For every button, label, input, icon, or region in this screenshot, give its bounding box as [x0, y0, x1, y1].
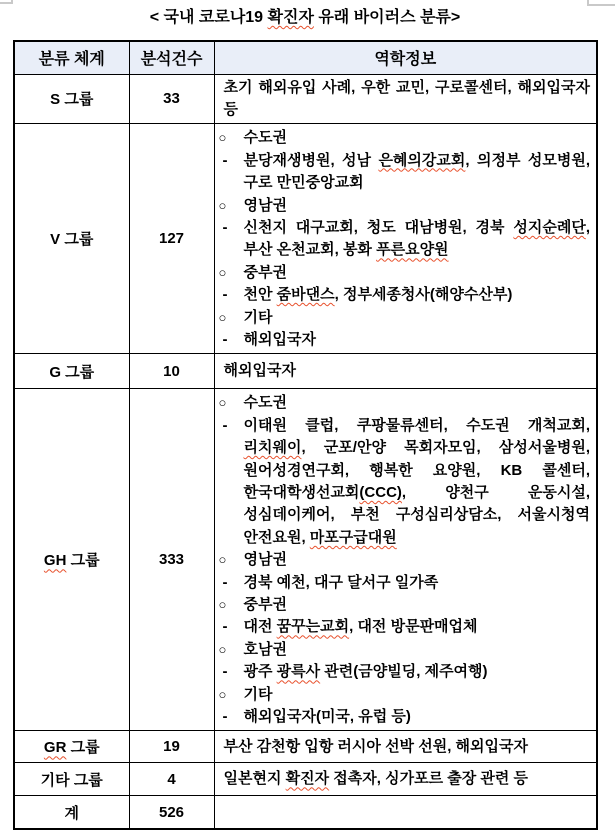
epidemiology-info-cell	[214, 74, 597, 124]
cluster-detail-line	[224, 415, 591, 549]
virus-classification-table	[13, 40, 598, 830]
cluster-detail-line	[224, 572, 591, 594]
case-count-cell: 333	[129, 389, 214, 731]
region-heading-line	[218, 307, 591, 329]
region-label: 기타	[243, 308, 273, 326]
group-name-cell: S 그룹	[14, 74, 129, 124]
region-heading-line	[218, 684, 591, 706]
epidemiology-info-cell	[214, 124, 597, 354]
region-label: 호남권	[243, 640, 287, 658]
cluster-list: 해외입국자(미국, 유럽 등)	[243, 708, 411, 726]
info-line: 부산 감천항 입항 러시아 선박 선원, 해외입국자	[223, 737, 528, 755]
cluster-detail-line	[224, 329, 591, 351]
cluster-list: 대전 꿈꾸는교회, 대전 방문판매업체	[243, 618, 478, 636]
case-count-cell: 33	[129, 74, 214, 124]
info-line: 해외입국자	[223, 362, 296, 380]
case-count-cell: 127	[129, 124, 214, 354]
region-label: 수도권	[243, 129, 287, 147]
column-header-classification: 분류 체계	[14, 41, 129, 74]
cluster-detail-line	[224, 150, 591, 195]
table-row-etc-group	[14, 763, 597, 796]
column-header-epidemiology-info: 역학정보	[214, 41, 597, 74]
circle-bullet-marker: ○	[218, 264, 227, 280]
cluster-detail-line	[224, 661, 591, 683]
region-label: 중부권	[243, 263, 287, 281]
info-line: 초기 해외유입 사례, 우한 교민, 구로콜센터, 해외입국자 등	[223, 78, 590, 118]
table-row-s-group	[14, 74, 597, 124]
region-heading-line	[218, 127, 591, 149]
group-name-cell: GR 그룹	[14, 731, 129, 763]
table-row-total	[14, 796, 597, 829]
region-label: 기타	[243, 685, 273, 703]
cluster-detail-line	[224, 706, 591, 728]
cluster-detail-line	[224, 616, 591, 638]
cluster-list: 광주 광륵사 관련(금양빌딩, 제주여행)	[243, 663, 488, 681]
region-heading-line	[218, 639, 591, 661]
empty-info-cell	[214, 796, 597, 829]
epidemiology-info-cell	[214, 354, 597, 389]
table-row-g-group	[14, 354, 597, 389]
case-count-cell: 19	[129, 731, 214, 763]
cluster-detail-line	[224, 217, 591, 262]
cluster-list: 경북 예천, 대구 달서구 일가족	[243, 573, 439, 591]
case-count-cell: 10	[129, 354, 214, 389]
dash-marker: -	[222, 286, 228, 304]
total-count-cell: 526	[129, 796, 214, 829]
cluster-list: 분당재생병원, 성남 은혜의강교회, 의정부 성모병원, 구로 만민중앙교회	[243, 151, 590, 192]
dash-marker: -	[222, 330, 228, 348]
dash-marker: -	[222, 708, 228, 726]
cluster-detail-line	[224, 284, 591, 306]
circle-bullet-marker: ○	[218, 686, 227, 702]
region-heading-line	[218, 392, 591, 414]
table-header-row	[14, 41, 597, 74]
circle-bullet-marker: ○	[218, 552, 227, 568]
circle-bullet-marker: ○	[218, 130, 227, 146]
cluster-list: 신천지 대구교회, 청도 대남병원, 경북 성지순례단, 부산 온천교회, 봉화 푸른요양원	[243, 218, 590, 259]
circle-bullet-marker: ○	[218, 197, 227, 213]
circle-bullet-marker: ○	[218, 641, 227, 657]
region-heading-line	[218, 195, 591, 217]
region-label: 영남권	[243, 551, 287, 569]
epidemiology-info-cell	[214, 389, 597, 731]
total-label-cell: 계	[14, 796, 129, 829]
dash-marker: -	[222, 218, 228, 236]
dash-marker: -	[222, 416, 228, 434]
circle-bullet-marker: ○	[218, 395, 227, 411]
dash-marker: -	[222, 573, 228, 591]
group-name-cell: G 그룹	[14, 354, 129, 389]
case-count-cell: 4	[129, 763, 214, 796]
dash-marker: -	[222, 618, 228, 636]
epidemiology-info-cell	[214, 731, 597, 763]
region-label: 중부권	[243, 596, 287, 614]
info-line: 일본현지 확진자 접촉자, 싱가포르 출장 관련 등	[223, 770, 529, 788]
circle-bullet-marker: ○	[218, 309, 227, 325]
region-heading-line	[218, 549, 591, 571]
group-name-cell: V 그룹	[14, 124, 129, 354]
circle-bullet-marker: ○	[218, 597, 227, 613]
dash-marker: -	[222, 151, 228, 169]
group-name-cell: 기타 그룹	[14, 763, 129, 796]
epidemiology-info-cell	[214, 763, 597, 796]
cluster-list: 해외입국자	[243, 330, 316, 348]
dash-marker: -	[222, 663, 228, 681]
table-row-v-group	[14, 124, 597, 354]
region-heading-line	[218, 594, 591, 616]
column-header-case-count: 분석건수	[129, 41, 214, 74]
group-name-cell: GH 그룹	[14, 389, 129, 731]
cluster-list: 이태원 클럽, 쿠팡물류센터, 수도권 개척교회, 리치웨이, 군포/안양 목회자모임, 삼성서울병원, 원어성경연구회, 행복한 요양원, KB 콜센터, 한국대학생선교회(CCC), 양천구 운동시설, 성심데이케어, 부천 구성심리상담소, 서울시청역 안전요원, 마포구급대원	[243, 416, 590, 546]
region-label: 수도권	[243, 394, 287, 412]
page-title: < 국내 코로나19 확진자 유래 바이러스 분류>	[149, 9, 461, 26]
region-heading-line	[218, 262, 591, 284]
region-label: 영남권	[243, 196, 287, 214]
table-row-gr-group	[14, 731, 597, 763]
cluster-list: 천안 줌바댄스, 정부세종청사(해양수산부)	[243, 286, 513, 304]
table-row-gh-group	[14, 389, 597, 731]
